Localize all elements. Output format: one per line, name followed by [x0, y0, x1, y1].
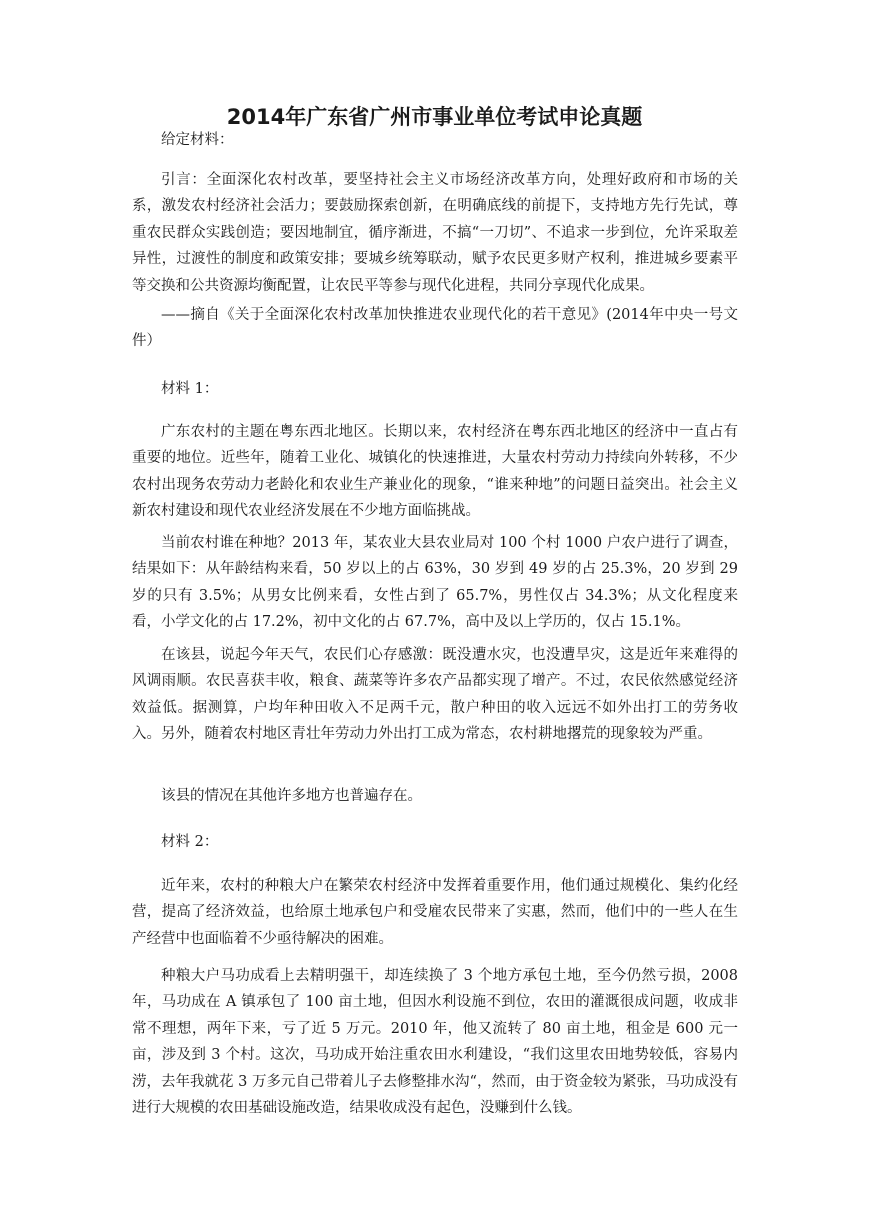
material-2-paragraph-2: 种粮大户马功成看上去精明强干，却连续换了 3 个地方承包土地，至今仍然亏损，2008 年，马功成在 A 镇承包了 100 亩土地，但因水利设施不到位，农田的灌溉很成问题，收成非常不理想，两年下来，亏了近 5 万元。2010 年，他又流转了 80 亩土地，租金是 600 元一亩，涉及到 3 个村。这次，马功成开始注重农田水利建设，“我们这里农田地势较低，容易内涝，去年我就花 3 万多元自己带着儿子去修整排水沟“，然而，由于资金较为紧张，马功成没有进行大规模的农田基础设施改造，结果收成没有起色，没赚到什么钱。 — [132, 968, 738, 1117]
material-1-paragraph-2: 当前农村谁在种地？2013 年，某农业大县农业局对 100 个村 1000 户农户进行了调查，结果如下：从年龄结构来看，50 岁以上的占 63%，30 岁到 49 岁的占 25.3%，20 岁到 29 岁的只有 3.5%；从男女比例来看，女性占到了 65.7%，男性仅占 34.3%；从文化程度来看，小学文化的占 17.2%，初中文化的占 67.7%，高中及以上学历的，仅占 15.1%。 — [132, 535, 738, 631]
material-2-label: 材料 2： — [161, 834, 219, 850]
material-1-label: 材料 1： — [161, 381, 219, 397]
material-1-paragraph-1: 广东农村的主题在粤东西北地区。长期以来，农村经济在粤东西北地区的经济中一直占有重要的地位。近些年，随着工业化、城镇化的快速推进，大量农村劳动力持续向外转移，不少农村出现务农劳动力老龄化和农业生产兼业化的现象，“谁来种地”的问题日益突出。社会主义新农村建设和现代农业经济发展在不少地方面临挑战。 — [132, 424, 738, 520]
material-1-paragraph-4: 该县的情况在其他许多地方也普遍存在。 — [161, 788, 422, 804]
material-2-paragraph-1: 近年来，农村的种粮大户在繁荣农村经济中发挥着重要作用，他们通过规模化、集约化经营，提高了经济效益，也给原土地承包户和受雇农民带来了实惠，然而，他们中的一些人在生产经营中也面临着不少亟待解决的困难。 — [132, 878, 738, 947]
page-title: 2014年广东省广州市事业单位考试申论真题 — [226, 105, 643, 130]
intro-paragraph: 引言：全面深化农村改革，要坚持社会主义市场经济改革方向，处理好政府和市场的关系，激发农村经济社会活力；要鼓励探索创新，在明确底线的前提下，支持地方先行先试，尊重农民群众实践创造；要因地制宜，循序渐进，不搞“一刀切”、不追求一步到位，允许采取差异性，过渡性的制度和政策安排；要城乡统筹联动，赋予农民更多财产权利，推进城乡要素平等交换和公共资源均衡配置，让农民平等参与现代化进程，共同分享现代化成果。 — [132, 172, 738, 294]
given-materials-label: 给定材料： — [161, 132, 234, 148]
source-citation: ——摘自《关于全面深化农村改革加快推进农业现代化的若干意见》(2014年中央一号文件） — [132, 307, 738, 350]
material-1-paragraph-3: 在该县，说起今年天气，农民们心存感激：既没遭水灾，也没遭旱灾，这是近年来难得的风调雨顺。农民喜获丰收，粮食、蔬菜等许多农产品都实现了增产。不过，农民依然感觉经济效益低。据测算，户均年种田收入不足两千元，散户种田的收入远远不如外出打工的劳务收入。另外，随着农村地区青壮年劳动力外出打工成为常态，农村耕地撂荒的现象较为严重。 — [132, 647, 738, 743]
